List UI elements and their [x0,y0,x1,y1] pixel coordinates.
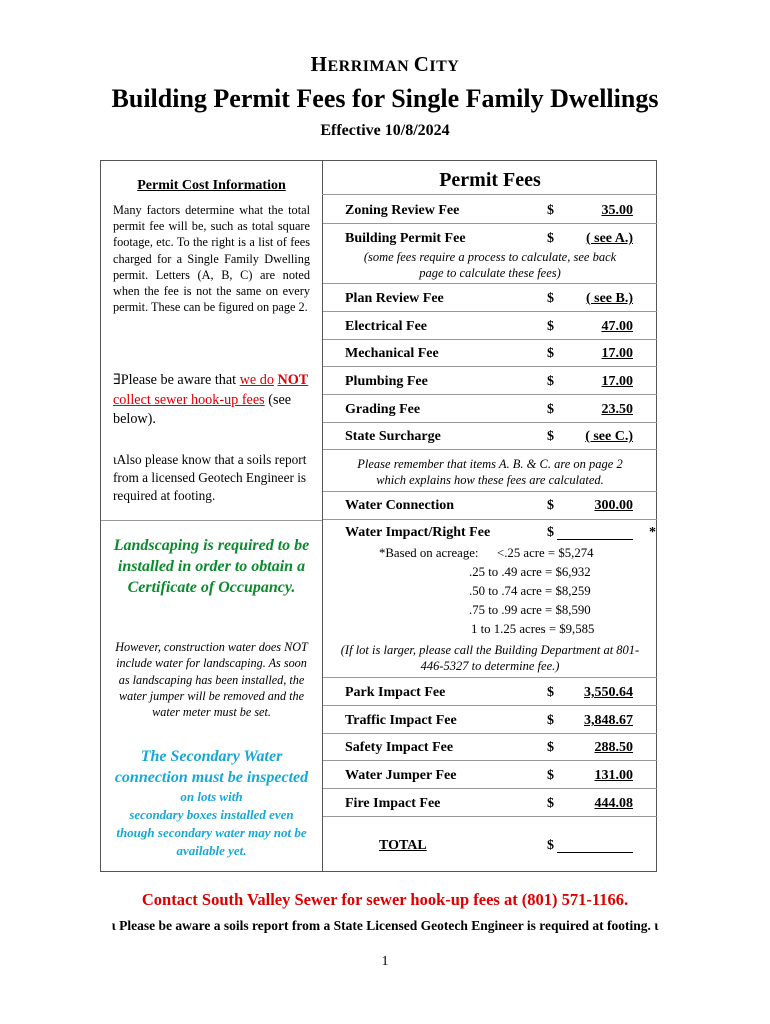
acreage-row: .75 to .99 acre = $8,590 [469,603,591,617]
soils-report-footer: ι Please be aware a soils report from a State Licensed Geotech Engineer is required at footing. ι [111,918,659,933]
row-divider [323,760,657,761]
fee-row-water-connection: Water Connection $ 300.00 [345,498,633,513]
fee-row-traffic-impact: Traffic Impact Fee $ 3,848.67 [345,713,633,728]
soils-report-note: ιAlso please know that a soils report from a licensed Geotech Engineer is required at footing. [113,452,307,503]
acreage-table [497,544,594,563]
document-title: Building Permit Fees for Single Family Dwellings [111,84,659,113]
secondary-water-notice: The Secondary Water connection must be inspected on lots with secondary boxes installed even though secondary water may not be available yet. [114,748,309,858]
acreage-row: <.25 acre = $5,274 [497,546,594,560]
warning-bullet: ∃ [113,372,121,388]
row-divider [323,394,657,395]
permit-fees-title: Permit Fees [439,169,541,191]
note-bullet: ι [113,452,117,467]
permit-cost-info-body: Many factors determine what the total permit fee will be, such as total square footage, etc. To the right is a list of fees charged for a Single Family Dwelling permit. Letters (A, B, C) are noted when the fee is not the same on every permit. These can be figured on page 2. [113,203,310,315]
fee-row-zoning: Zoning Review Fee $ 35.00 [345,203,633,218]
permit-fees-column [323,161,657,871]
building-permit-note: (some fees require a process to calculate, see back page to calculate these fees) [363,250,617,280]
row-divider [323,491,657,492]
water-impact-blank [557,525,633,540]
fee-row-state-surcharge: State Surcharge $ ( see C.) [345,429,633,444]
fee-row-park-impact: Park Impact Fee $ 3,550.64 [345,685,633,700]
acreage-row: .25 to .49 acre = $6,932 [469,565,591,579]
row-divider [323,283,657,284]
sewer-contact-line: Contact South Valley Sewer for sewer hook-up fees at (801) 571-1166. [141,890,629,909]
row-divider [323,677,657,678]
fee-row-total: TOTAL $ [345,838,635,858]
permit-cost-info-title: Permit Cost Information [137,178,286,193]
row-divider [323,449,657,450]
fee-row-grading: Grading Fee $ 23.50 [345,402,633,417]
row-divider [323,223,657,224]
fee-box [100,160,657,872]
row-divider [323,339,657,340]
row-divider [323,311,657,312]
total-blank [557,838,633,853]
row-divider [323,366,657,367]
fee-row-safety-impact: Safety Impact Fee $ 288.50 [345,740,633,755]
landscaping-body: However, construction water does NOT include water for landscaping. As soon as landscaping has been installed, the water jumper will be removed and the water meter must be set. [115,640,308,720]
fee-row-fire-impact: Fire Impact Fee $ 444.08 [345,796,633,811]
effective-date: Effective 10/8/2024 [320,122,450,139]
row-divider [323,816,657,817]
row-divider [323,705,657,706]
fee-row-mechanical: Mechanical Fee $ 17.00 [345,346,633,361]
row-divider [323,788,657,789]
page-number: 1 [381,954,389,969]
acreage-row: 1 to 1.25 acres = $9,585 [471,622,595,636]
left-section-divider [101,520,322,521]
row-divider [323,733,657,734]
fee-row-water-impact: Water Impact/Right Fee $ * [345,525,656,540]
fee-row-building-permit: Building Permit Fee $ ( see A.) [345,231,633,246]
fee-row-water-jumper: Water Jumper Fee $ 131.00 [345,768,633,783]
acreage-row: .50 to .74 acre = $8,259 [469,584,591,598]
fee-row-plan-review: Plan Review Fee $ ( see B.) [345,291,633,306]
fee-row-plumbing: Plumbing Fee $ 17.00 [345,374,633,389]
sewer-warning: ∃Please be aware that we do NOT collect sewer hook-up fees (see below). [113,372,309,427]
abc-items-note: Please remember that items A. B. & C. are on page 2 which explains how these fees are calculated. [357,457,623,487]
acreage-label: *Based on acreage: [379,546,479,560]
landscaping-title: Landscaping is required to be installed in order to obtain a Certificate of Occupancy. [113,537,310,596]
city-header: HERRIMAN CITY [310,52,460,76]
fee-row-electrical: Electrical Fee $ 47.00 [345,319,633,334]
row-divider [323,422,657,423]
acreage-larger-note: (If lot is larger, please call the Building Department at 801-446-5327 to determine fee.) [340,643,640,673]
row-divider [323,519,657,520]
